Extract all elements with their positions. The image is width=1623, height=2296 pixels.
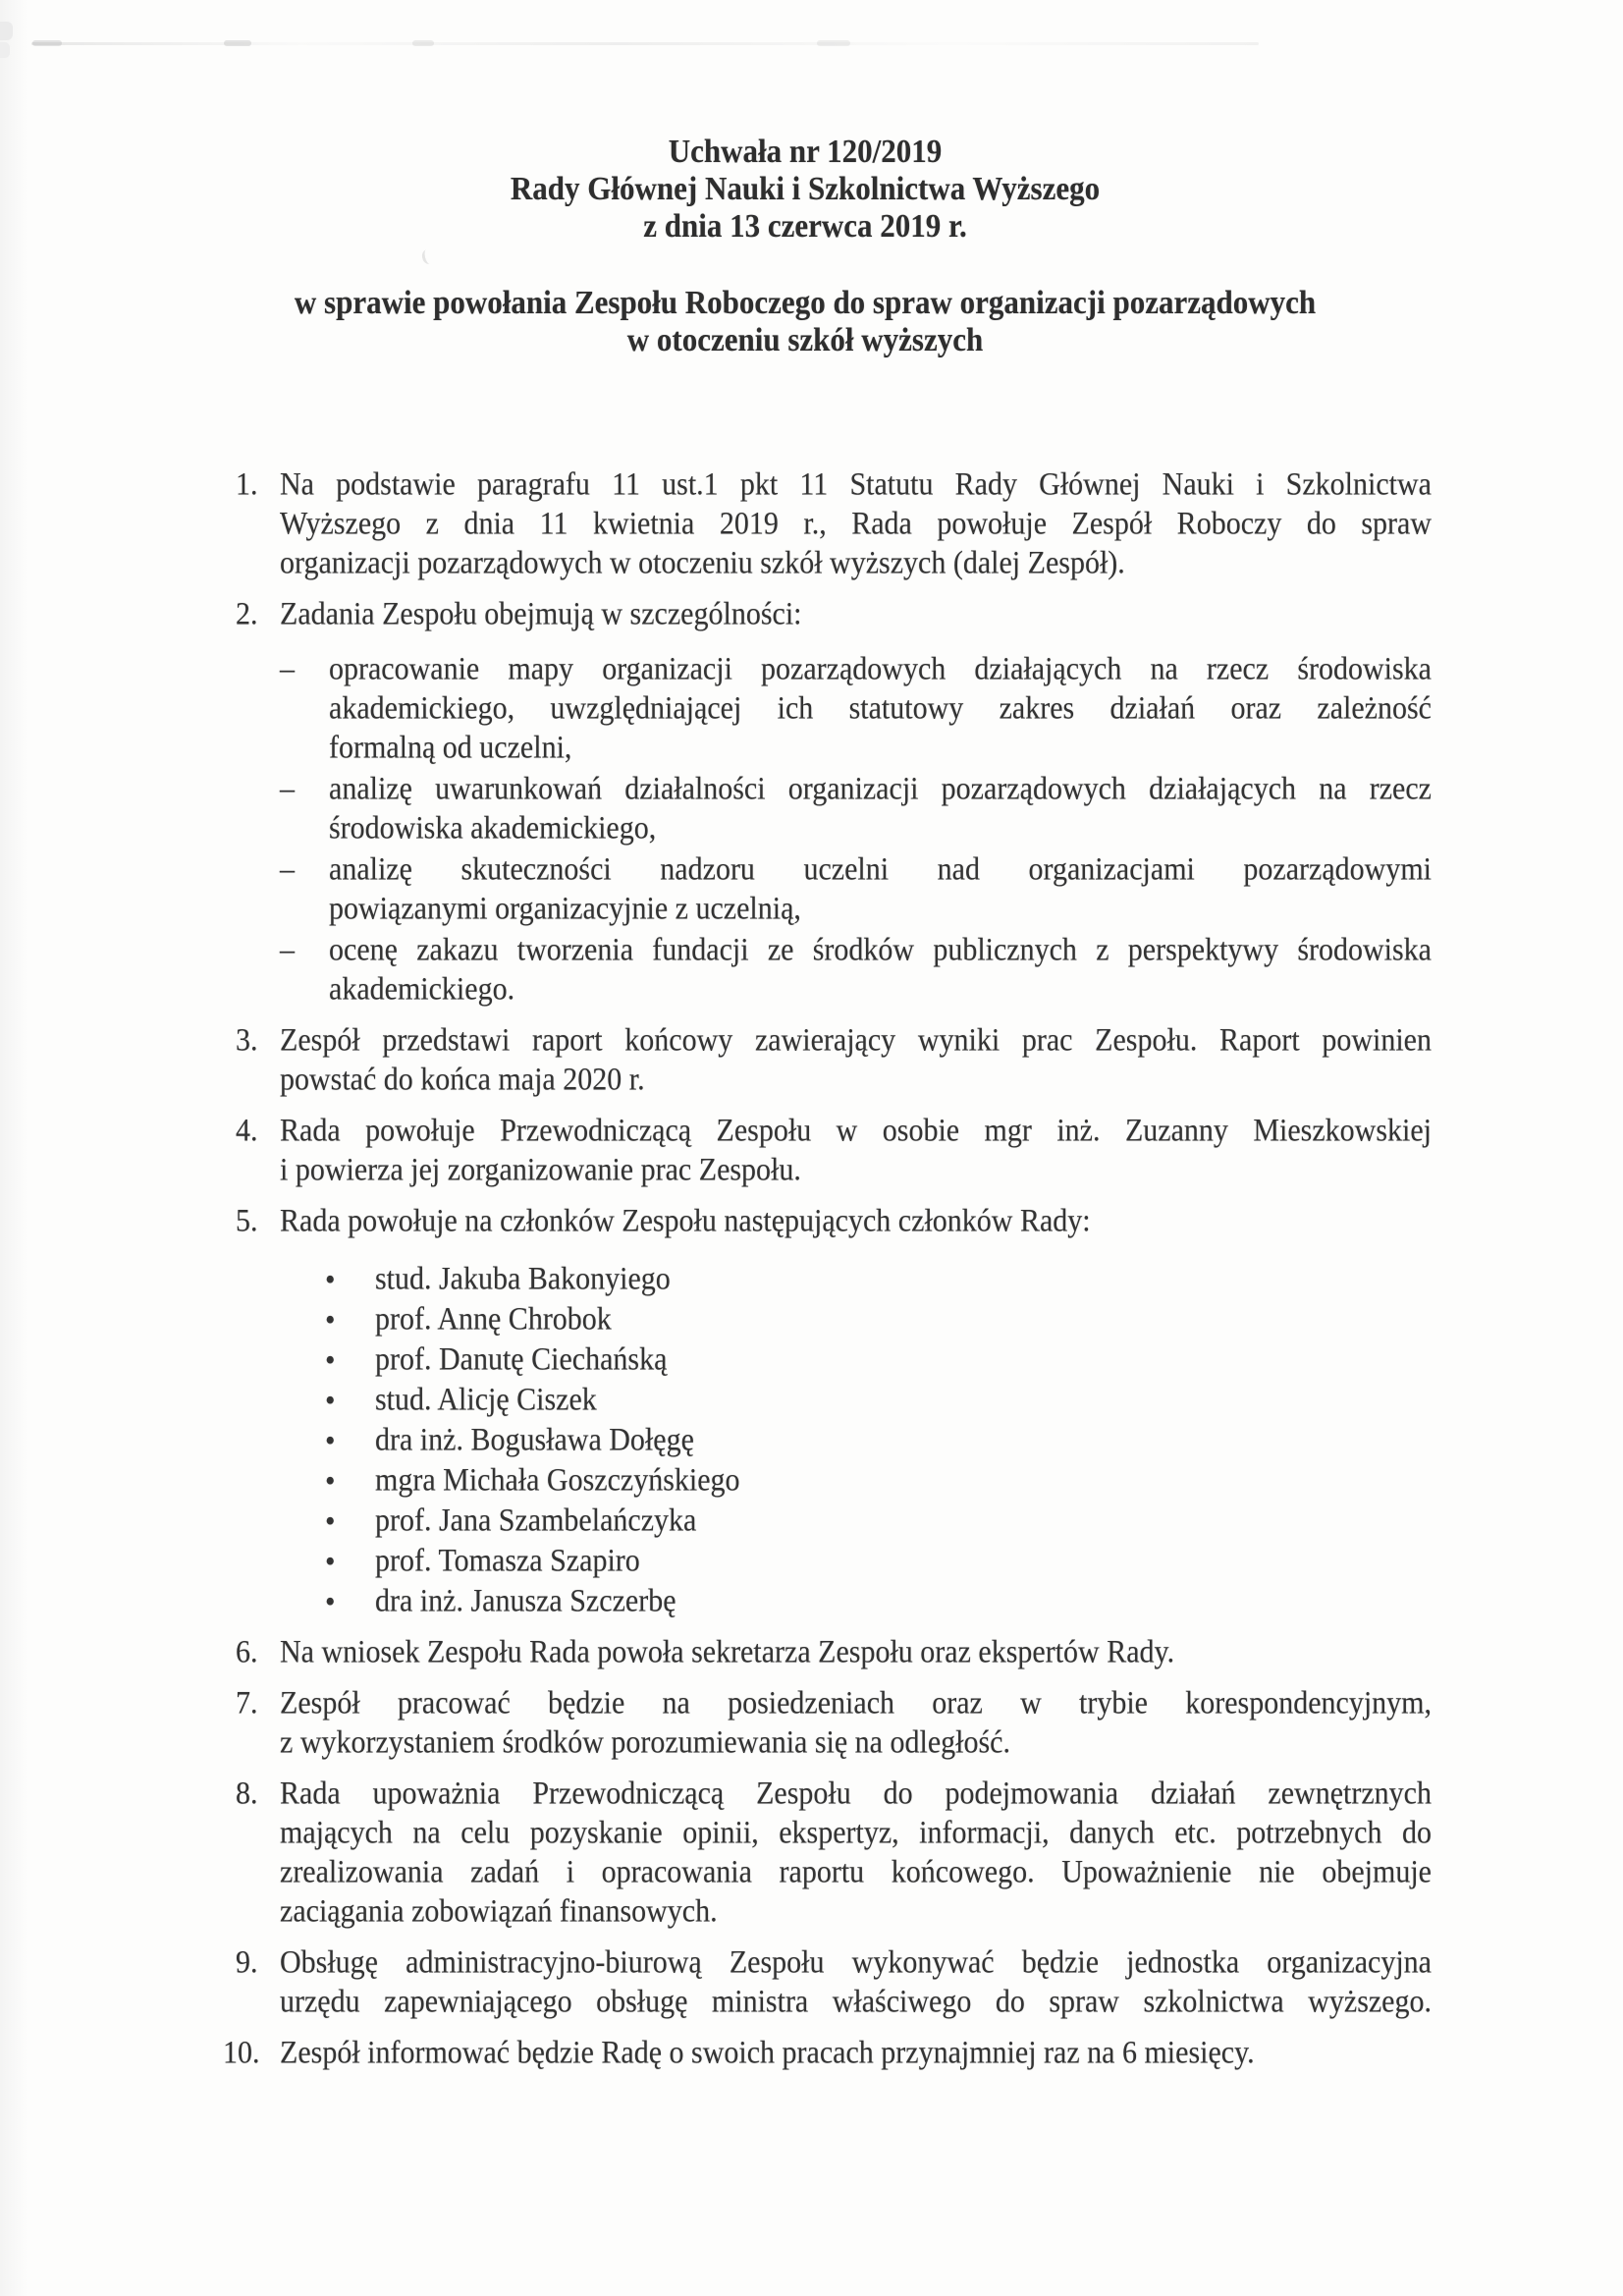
dash-item-body	[329, 932, 1432, 1011]
title-line: Rady Głównej Nauki i Szkolnictwa Wyższego	[510, 168, 1101, 207]
item-number: 8.	[236, 1776, 258, 1812]
text-line: akademickiego.	[329, 971, 515, 1008]
scan-artifact-segment	[412, 40, 434, 46]
text-line: urzędu zapewniającego obsługę ministra właściwego do spraw szkolnictwa wyższego.	[280, 1984, 1432, 2020]
scan-artifact-mark	[0, 22, 13, 40]
document-subject	[0, 282, 1610, 359]
text-line: Zespół pracować będzie na posiedzeniach oraz w trybie korespondencyjnym,	[280, 1685, 1432, 1722]
text-line: środowiska akademickiego,	[329, 810, 657, 847]
bullet-list-item	[280, 1381, 1432, 1421]
text-line: formalną od uczelni,	[329, 730, 572, 766]
bullet-list-item	[280, 1461, 1432, 1502]
scan-artifact-segment	[817, 40, 850, 46]
item-body	[280, 1685, 1432, 1764]
dash-marker: –	[280, 932, 295, 968]
scan-artifact-line	[31, 42, 1259, 45]
list-item	[236, 466, 1432, 584]
bullet-list-item	[280, 1502, 1432, 1542]
dash-list	[280, 651, 1432, 1011]
list-item	[236, 1203, 1432, 1622]
bullet-marker: •	[325, 1545, 336, 1579]
bullet-text: stud. Jakuba Bakonyiego	[375, 1261, 671, 1297]
item-number: 10.	[223, 2035, 260, 2071]
item-number: 9.	[236, 1944, 258, 1981]
text-line: opracowanie mapy organizacji pozarządowych działających na rzecz środowiska	[329, 651, 1432, 687]
bullet-marker: •	[325, 1263, 336, 1297]
text-line: i powierza jej zorganizowanie prac Zespołu.	[280, 1152, 801, 1188]
item-body	[280, 2035, 1432, 2074]
document-title	[0, 0, 1610, 246]
text-line: Rada upoważnia Przewodniczącą Zespołu do podejmowania działań zewnętrznych	[280, 1776, 1432, 1812]
item-number: 5.	[236, 1203, 258, 1239]
dash-item-body	[329, 851, 1432, 930]
list-item	[236, 1113, 1432, 1191]
scan-artifact-mark	[0, 42, 10, 58]
list-item	[236, 1944, 1432, 2023]
dash-item-body	[329, 651, 1432, 769]
text-line: Zespół przedstawi raport końcowy zawierający wyniki prac Zespołu. Raport powinien	[280, 1022, 1432, 1059]
title-line: Uchwała nr 120/2019	[668, 131, 943, 170]
text-line: Rada powołuje na członków Zespołu następujących członków Rady:	[280, 1203, 1091, 1239]
text-line: powiązanymi organizacyjnie z uczelnią,	[329, 891, 801, 927]
text-line: zaciągania zobowiązań finansowych.	[280, 1893, 718, 1930]
list-item	[223, 2035, 1432, 2074]
bullet-marker: •	[325, 1384, 336, 1418]
item-number: 7.	[236, 1685, 258, 1722]
scan-artifact-segment	[32, 40, 62, 46]
item-body	[280, 1634, 1432, 1673]
bullet-text: prof. Jana Szambelańczyka	[375, 1503, 697, 1539]
subject-line: w otoczeniu szkół wyższych	[626, 319, 984, 358]
text-line: akademickiego, uwzględniającej ich statutowy zakres działań oraz zależność	[329, 690, 1432, 727]
scan-artifact-smudge	[420, 248, 435, 265]
bullet-text: dra inż. Bogusława Dołęgę	[375, 1422, 694, 1458]
bullet-marker: •	[325, 1504, 336, 1539]
item-number: 4.	[236, 1113, 258, 1149]
dash-list-item	[280, 932, 1432, 1011]
dash-marker: –	[280, 851, 295, 888]
bullet-text: mgra Michała Goszczyńskiego	[375, 1462, 740, 1499]
dash-list-item	[280, 651, 1432, 769]
text-line: Obsługę administracyjno-biurową Zespołu wykonywać będzie jednostka organizacyjna	[280, 1944, 1432, 1981]
title-line: z dnia 13 czerwca 2019 r.	[643, 205, 967, 245]
bullet-list	[280, 1260, 1432, 1622]
text-line: Na podstawie paragrafu 11 ust.1 pkt 11 Statutu Rady Głównej Nauki i Szkolnictwa	[280, 466, 1432, 503]
list-item	[236, 1776, 1432, 1933]
text-line: Zespół informować będzie Radę o swoich pracach przynajmniej raz na 6 miesięcy.	[280, 2035, 1255, 2071]
item-body	[280, 596, 1432, 1011]
bullet-marker: •	[325, 1585, 336, 1619]
bullet-marker: •	[325, 1343, 336, 1378]
bullet-text: prof. Tomasza Szapiro	[375, 1543, 640, 1579]
bullet-list-item	[280, 1542, 1432, 1582]
text-line: powstać do końca maja 2020 r.	[280, 1062, 645, 1098]
text-line: Zadania Zespołu obejmują w szczególności:	[280, 596, 802, 632]
items-list	[223, 466, 1432, 2074]
text-line: Wyższego z dnia 11 kwietnia 2019 r., Rada powołuje Zespół Roboczy do spraw	[280, 506, 1432, 542]
text-line: analizę uwarunkowań działalności organizacji pozarządowych działających na rzecz	[329, 771, 1432, 807]
text-line: organizacji pozarządowych w otoczeniu szkół wyższych (dalej Zespół).	[280, 545, 1125, 581]
dash-list-item	[280, 851, 1432, 930]
list-item	[236, 1022, 1432, 1101]
item-number: 2.	[236, 596, 258, 632]
text-line: z wykorzystaniem środków porozumiewania się na odległość.	[280, 1724, 1010, 1761]
bullet-list-item	[280, 1582, 1432, 1622]
bullet-text: prof. Annę Chrobok	[375, 1301, 612, 1338]
dash-list-item	[280, 771, 1432, 849]
item-body	[280, 1944, 1432, 2023]
text-line: zrealizowania zadań i opracowania raportu końcowego. Upoważnienie nie obejmuje	[280, 1854, 1432, 1890]
text-line: analizę skuteczności nadzoru uczelni nad organizacjami pozarządowymi	[329, 851, 1432, 888]
item-number: 3.	[236, 1022, 258, 1059]
bullet-marker: •	[325, 1303, 336, 1338]
item-body	[280, 466, 1432, 584]
dash-marker: –	[280, 771, 295, 807]
item-number: 1.	[236, 466, 258, 503]
bullet-text: prof. Danutę Ciechańską	[375, 1341, 668, 1378]
item-number: 6.	[236, 1634, 258, 1670]
item-body	[280, 1113, 1432, 1191]
subject-line: w sprawie powołania Zespołu Roboczego do spraw organizacji pozarządowych	[294, 282, 1317, 321]
dash-item-body	[329, 771, 1432, 849]
bullet-marker: •	[325, 1464, 336, 1499]
text-line: mających na celu pozyskanie opinii, ekspertyz, informacji, danych etc. potrzebnych do	[280, 1815, 1432, 1851]
bullet-text: stud. Alicję Ciszek	[375, 1382, 597, 1418]
item-body	[280, 1022, 1432, 1101]
item-body	[280, 1203, 1432, 1622]
bullet-list-item	[280, 1340, 1432, 1381]
bullet-list-item	[280, 1300, 1432, 1340]
bullet-list-item	[280, 1421, 1432, 1461]
dash-marker: –	[280, 651, 295, 687]
text-line: Na wniosek Zespołu Rada powoła sekretarza Zespołu oraz ekspertów Rady.	[280, 1634, 1175, 1670]
bullet-list-item	[280, 1260, 1432, 1300]
text-line: ocenę zakazu tworzenia fundacji ze środków publicznych z perspektywy środowiska	[329, 932, 1432, 968]
text-line: Rada powołuje Przewodniczącą Zespołu w osobie mgr inż. Zuzanny Mieszkowskiej	[280, 1113, 1432, 1149]
list-item	[236, 1685, 1432, 1764]
list-item	[236, 1634, 1432, 1673]
bullet-marker: •	[325, 1424, 336, 1458]
bullet-text: dra inż. Janusza Szczerbę	[375, 1583, 676, 1619]
scan-artifact-segment	[224, 40, 251, 46]
list-item	[236, 596, 1432, 1011]
item-body	[280, 1776, 1432, 1933]
